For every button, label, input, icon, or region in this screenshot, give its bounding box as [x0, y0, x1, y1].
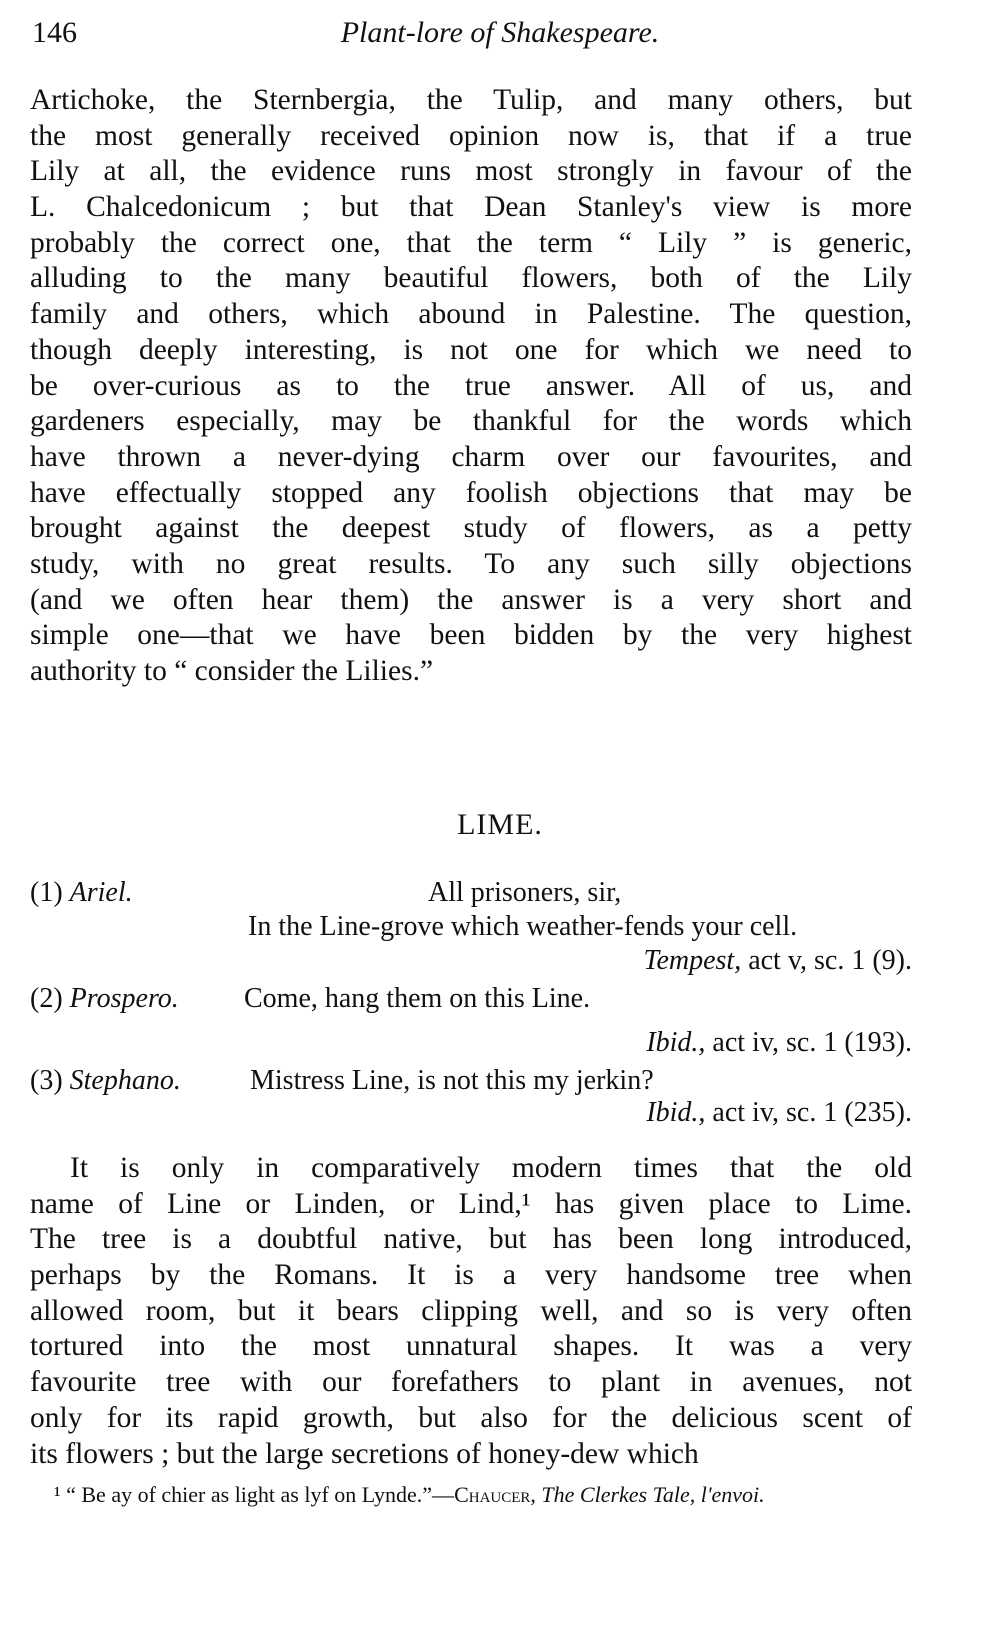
text-line: name of Line or Linden, or Lind,¹ has given place to Lime.: [30, 1187, 912, 1220]
text-line: the most generally received opinion now is, that if a true: [30, 119, 912, 152]
quote-speaker: Prospero.: [69, 983, 179, 1014]
text-line: tortured into the most unnatural shapes. It was a very: [30, 1330, 912, 1363]
text-line: Lily at all, the evidence runs most strongly in favour of the: [30, 155, 912, 188]
text-line: favourite tree with our forefathers to plant in avenues, not: [30, 1366, 912, 1399]
quote-line: Mistress Line, is not this my jerkin?: [250, 1065, 654, 1096]
text-line: authority to “ consider the Lilies.”: [30, 655, 434, 687]
running-title: Plant-lore of Shakespeare.: [340, 16, 660, 49]
footnote: ¹ “ Be ay of chier as light as lyf on Lynde.”—Chaucer, The Clerkes Tale, l'envoi.: [30, 1478, 912, 1511]
text-line: gardeners especially, may be thankful for the words which: [30, 405, 912, 438]
text-line: family and others, which abound in Palestine. The question,: [30, 298, 912, 331]
paragraph-lily-conclusion: [30, 83, 912, 690]
quote-source: Tempest, act v, sc. 1 (9).: [643, 945, 912, 976]
text-line: (and we often hear them) the answer is a very short and: [30, 583, 912, 616]
text-line: simple one—that we have been bidden by the very highest: [30, 619, 912, 652]
text-line: It is only in comparatively modern times that the old: [70, 1152, 912, 1184]
quote-number: (3) Stephano.: [30, 1065, 181, 1096]
footnote-work: The Clerkes Tale, l'envoi.: [541, 1482, 765, 1507]
text-line: only for its rapid growth, but also for the delicious scent of: [30, 1401, 912, 1434]
text-line: Artichoke, the Sternbergia, the Tulip, and many others, but: [30, 84, 912, 116]
text-line: alluding to the many beautiful flowers, both of the Lily: [30, 262, 912, 295]
text-line: have thrown a never-dying charm over our favourites, and: [30, 440, 912, 473]
text-line: probably the correct one, that the term “ Lily ” is generic,: [30, 226, 912, 259]
footnote-quote: “ Be ay of chier as light as lyf on Lynde.”—: [60, 1482, 455, 1507]
quote-source: Ibid., act iv, sc. 1 (193).: [646, 1027, 912, 1058]
quote-source: Ibid., act iv, sc. 1 (235).: [646, 1097, 912, 1128]
section-heading: LIME.: [457, 808, 543, 841]
quote-speaker: Ariel.: [69, 877, 133, 908]
paragraph-lime: [30, 1151, 912, 1472]
text-line: have effectually stopped any foolish objections that may be: [30, 476, 912, 509]
quote-number: (1) Ariel.: [30, 877, 133, 908]
text-line: The tree is a doubtful native, but has been long introduced,: [30, 1223, 912, 1256]
text-line: be over-curious as to the true answer. All of us, and: [30, 369, 912, 402]
quote-number: (2) Prospero.: [30, 983, 179, 1014]
text-line: study, with no great results. To any such silly objections: [30, 547, 912, 580]
text-line: L. Chalcedonicum ; but that Dean Stanley's view is more: [30, 191, 912, 224]
quote-line: All prisoners, sir,: [428, 877, 622, 908]
quote-line: Come, hang them on this Line.: [244, 983, 591, 1014]
text-line: brought against the deepest study of flowers, as a petty: [30, 512, 912, 545]
text-line: though deeply interesting, is not one for which we need to: [30, 333, 912, 366]
page-number: 146: [32, 16, 77, 49]
footnote-author: Chaucer: [454, 1482, 531, 1507]
footnote-marker: ¹: [54, 1482, 61, 1507]
text-line: perhaps by the Romans. It is a very handsome tree when: [30, 1259, 912, 1292]
quote-speaker: Stephano.: [69, 1065, 181, 1096]
quote-line: In the Line-grove which weather-fends your cell.: [248, 911, 798, 942]
text-line: its flowers ; but the large secretions of honey-dew which: [30, 1437, 699, 1470]
text-line: allowed room, but it bears clipping well, and so is very often: [30, 1294, 912, 1327]
